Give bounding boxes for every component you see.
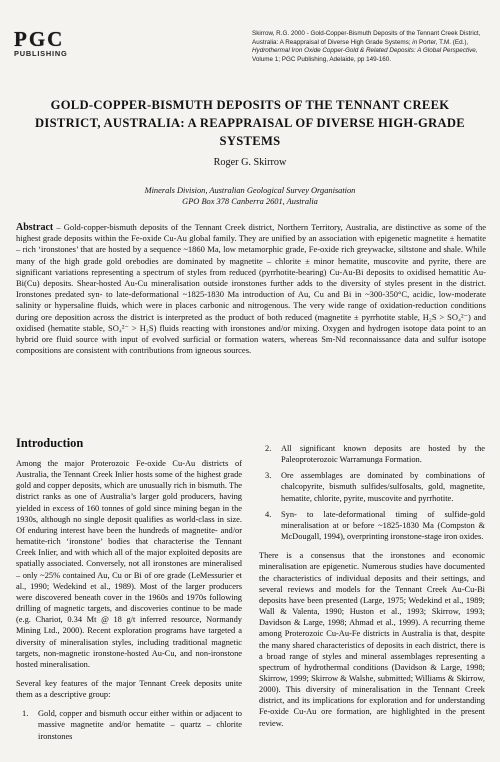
citation-part-1: Skirrow, R.G. 2000 - Gold-Copper-Bismuth Deposits of the Tennant Creek District, Australia: A Reappraisal of Diverse High Grade Systems; bbox=[252, 30, 481, 46]
paper-title: GOLD-COPPER-BISMUTH DEPOSITS OF THE TENNANT CREEK DISTRICT, AUSTRALIA: A REAPPRAISAL OF DIVERSE HIGH-GRADE SYSTEMS bbox=[34, 98, 466, 148]
list-item-text: Syn- to late-deformational timing of sulfide-gold mineralisation at or before ~1825-1830 Ma (Compston & McDougall, 1994), overprinting ironstone-stage iron oxides. bbox=[281, 509, 485, 542]
feature-list bbox=[16, 708, 242, 741]
abstract-label: Abstract bbox=[16, 222, 54, 233]
list-item-number: 3. bbox=[265, 471, 272, 481]
citation-part-3: Porter, T.M. (Ed.), bbox=[417, 38, 469, 46]
author-name: Roger G. Skirrow bbox=[213, 157, 287, 168]
list-item bbox=[259, 470, 485, 503]
list-item-number: 4. bbox=[265, 509, 272, 519]
citation-part-5: Volume 1; PGC Publishing, Adelaide, pp 149-160. bbox=[252, 56, 391, 64]
abstract-text: – Gold-copper-bismuth deposits of the Tennant Creek district, Northern Territory, Australia, are distinctive as some of the highest grade deposits within the Fe-oxide Cu-Au global family. They are unified by an association with epigenetic magnetite ± hematite – rich ‘ironstones’ that are hosted by a sequence ~1860 Ma, low metamorphic grade, Fe-oxide rich greywacke, siltstone and shale. While many of the high grade gold orebodies are dominated by magnetite – chlorite ± minor hematite, muscovite and pyrite, there are significant variations representing a spectrum of styles from reduced (pyrrhotite-bearing) Cu-Au-Bi deposits to oxidised hematitic Au-Bi(Cu) deposits. Shear-hosted Au-Cu mineralisation outside ironstones further adds to the diversity of styles present in the district. Ironstones predated syn- to late-deformational ~1825-1830 Ma introduction of Au, Cu and Bi in ~300-350°C, acidic, low-moderate salinity or hypersaline fluids, which were in places carbonic and nitrogenous. The very wide range of oxidation-reduction conditions during ore deposition across the district is interpreted as the product of both reduced (magnetite ± pyrrhotite stable, H₂S > SO₄²⁻) and oxidised (hematite stable, SO₄²⁻ > H₂S) fluids reacting with ironstones and/or mixing. Oxygen and hydrogen isotope data point to an hybrid ore fluid source with input of evolved surficial or formation waters, whereas Sm-Nd reconnaissance data and sulfur isotope compositions are consistent with contributions from igneous sources. bbox=[16, 222, 486, 356]
list-item bbox=[259, 509, 485, 542]
list-item-text: Gold, copper and bismuth occur either within or adjacent to massive magnetite and/or hematite – quartz – chlorite ironstones bbox=[38, 709, 242, 741]
list-item-number: 2. bbox=[265, 444, 272, 453]
list-item-text: All significant known deposits are hosted by the Paleoproterozoic Warramunga Formation. bbox=[281, 444, 485, 465]
left-column bbox=[16, 436, 242, 746]
list-item bbox=[16, 708, 242, 741]
logo-subtext: PUBLISHING bbox=[14, 49, 68, 58]
intro-paragraph-3: There is a consensus that the ironstones and economic mineralisation are epigenetic. Numerous studies have documented the characteristics of individual deposits and their settings, and several reviews and models for the Tennant Creek Au-Cu-Bi deposits have been presented (Large, 1975; Wedekind et al., 1989; Wall & Valenta, 1990; Huston et al., 1993; Skirrow, 1993; Davidson & Large, 1998; Ahmad et al., 1999). A recurring theme among Proterozoic Cu-Au-Fe districts in Australia is that, despite the many shared characteristics of deposits in each district, there is a broad range of styles and mineral assemblages representing a spectrum of hydrothermal conditions (Davidson & Large, 1998; Skirrow, 1999; Skirrow & Walshe, submitted; Williams & Skirrow, 2000). This diversity of mineralisation in the Tennant Creek district, and its implications for exploration and for understanding Fe-oxide Cu-Au ore formation, are highlighted in the present review. bbox=[259, 551, 485, 728]
affiliation-line-2: GPO Box 378 Canberra 2601, Australia bbox=[182, 197, 318, 206]
section-heading-introduction: Introduction bbox=[16, 436, 84, 450]
list-item bbox=[259, 443, 485, 465]
feature-list-continued bbox=[259, 443, 485, 542]
intro-paragraph-2: Several key features of the major Tennant Creek deposits unite them as a descriptive group: bbox=[16, 678, 242, 700]
list-item-number: 1. bbox=[22, 709, 29, 719]
logo-mark: PGC bbox=[14, 27, 65, 51]
right-column bbox=[259, 443, 485, 737]
affiliation bbox=[20, 185, 480, 207]
intro-paragraph-1: Among the major Proterozoic Fe-oxide Cu-Au districts of Australia, the Tennant Creek Inlier hosts some of the highest grade gold and copper deposits, which are unusually rich in bismuth. The district ranks as one of Australia’s larger gold producers, having yielded in excess of 160 tonnes of gold since mining began in the 1930s, although no single deposit qualifies as world-class in size. Of enduring interest have been the hundreds of magnetite- and/or hematite-rich ‘ironstone’ bodies that characterise the Tennant Creek Inlier, and with which all of the major exploited deposits are spatially associated. Conversely, not all ironstones are mineralised – only ~25% contained Au, Cu or Bi of ore grade (LeMessurier et al., 1990; Wedekind et al., 1989). Most of the larger producers were discovered beneath cover in the 1960s and 1970s following drilling of magnetic targets, and discoveries continue to be made (e.g. Chariot, 0.34 Mt @ 18 g/t inferred resource, Normandy Mining Ltd., 2000). Recent exploration programs have targeted a diversity of mineralisation styles, including traditional magnetic targets, non-magnetic ironstone-hosted Au-Cu, and non-ironstone hosted mineralisation. bbox=[16, 459, 242, 669]
list-item-text: Ore assemblages are dominated by combinations of chalcopyrite, bismuth sulfides/sulfosalts, gold, magnetite, hematite, chlorite, pyrite, muscovite and pyrrhotite. bbox=[281, 471, 485, 503]
abstract bbox=[16, 222, 486, 356]
publisher-logo bbox=[14, 29, 74, 58]
affiliation-line-1: Minerals Division, Australian Geological Survey Organisation bbox=[144, 186, 356, 195]
citation-block bbox=[252, 30, 492, 65]
citation-part-2: in bbox=[412, 38, 418, 46]
citation-book-title: Hydrothermal Iron Oxide Copper-Gold & Related Deposits: A Global Perspective, bbox=[252, 47, 478, 55]
